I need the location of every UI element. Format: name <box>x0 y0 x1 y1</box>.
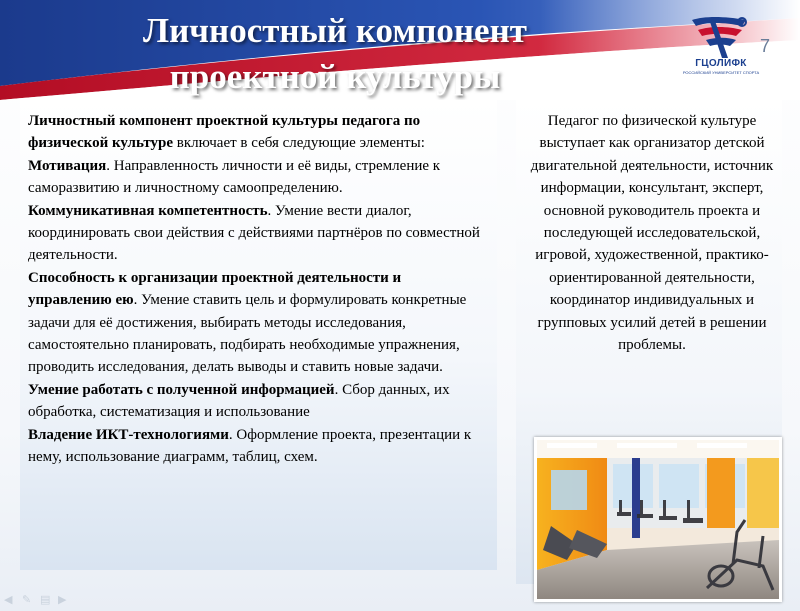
right-text-block: Педагог по физической культуре выступает как организатор детской двигательной деятельности, источник информации, консультант, эксперт, основной руководитель проекта и последующей исследовательской, игровой, художественной, практико-ориентированной деятельности, координатор индивидуальных и групповых усилий детей в решении проблемы. <box>530 113 774 354</box>
arrow-left-icon[interactable]: ◀ <box>4 593 13 606</box>
item-text: . Сбор данных, их обработка, систематизация и использование <box>28 381 450 421</box>
logo-name: ГЦОЛИФК <box>695 58 747 69</box>
left-text-block <box>28 110 488 469</box>
item-term: Мотивация <box>28 157 107 174</box>
list-item <box>28 155 488 200</box>
slideshow-toolbar <box>4 594 84 608</box>
intro-paragraph <box>28 110 488 155</box>
gym-photo <box>534 437 782 602</box>
intro-bold: Личностный компонент проектной культуры педагога по физической культуре <box>28 113 421 152</box>
item-text: . Умение ставить цель и формулировать конкретные задачи для её достижения, выбирать методы исследования, самостоятельно планировать, подбирать необходимые упражнения, проводить исследования, делать выводы и ставить новые задачи. <box>28 292 467 376</box>
arrow-right-icon[interactable]: ▶ <box>58 593 67 606</box>
item-term: Владение ИКТ-технологиями <box>28 426 229 443</box>
header-banner <box>0 0 800 100</box>
pen-icon[interactable]: ✎ <box>22 593 32 606</box>
list-item <box>28 267 488 379</box>
item-term: Способность к организации проектной деятельности и управлению ею <box>28 269 402 309</box>
item-text: . Оформление проекта, презентации к нему, использование диаграмм, таблиц, схем. <box>28 426 472 466</box>
item-text: . Умение вести диалог, координировать свои действия с действиями партнёров по совместной деятельности. <box>28 202 480 264</box>
logo-subtitle: РОССИЙСКИЙ УНИВЕРСИТЕТ СПОРТА <box>682 70 760 75</box>
item-term: Коммуникативная компетентность <box>28 202 268 219</box>
list-item <box>28 379 488 424</box>
slide-title: Личностный компонент проектной культуры <box>143 11 527 96</box>
list-item <box>28 200 488 267</box>
list-item <box>28 424 488 469</box>
page-number: 7 <box>760 36 771 56</box>
item-term: Умение работать с полученной информацией <box>28 381 335 398</box>
item-text: . Направленность личности и её виды, стремление к саморазвитию и личностному самоопределению. <box>28 157 441 197</box>
menu-icon[interactable]: ▤ <box>40 593 51 606</box>
intro-rest: включает в себя следующие элементы: <box>173 135 425 152</box>
